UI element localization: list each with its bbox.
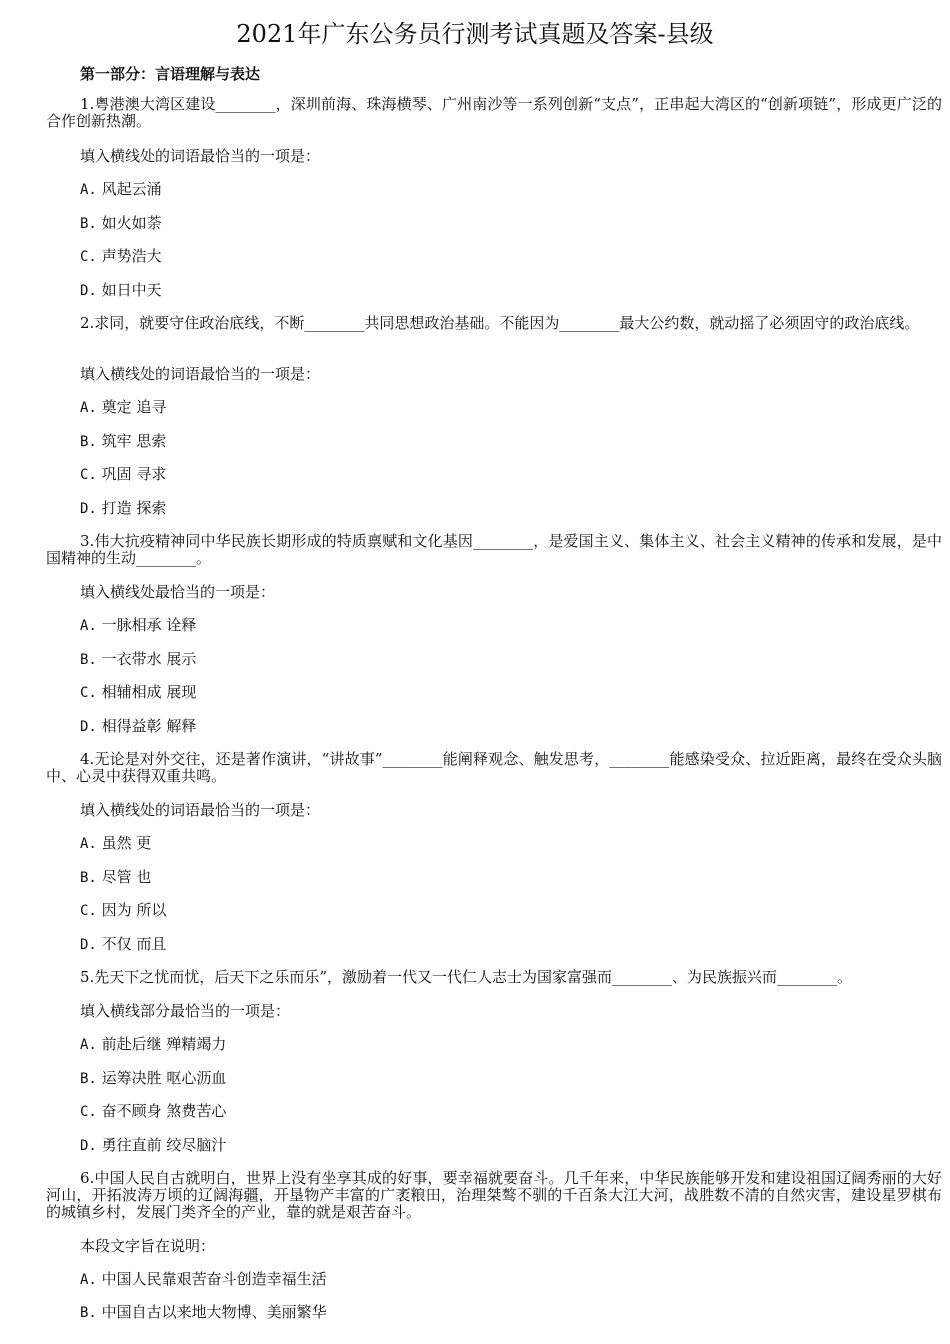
option-text: 奋不顾身 煞费苦心 [101, 1102, 227, 1120]
option-text: 筑牢 思索 [101, 432, 167, 450]
question-5-stem: 5.先天下之忧而忧，后天下之乐而乐”，激励着一代又一代仁人志士为国家富强而________、为民族振兴而________。 [80, 968, 852, 986]
option-letter: D. [80, 283, 97, 299]
option-text: 一衣带水 展示 [101, 650, 197, 668]
question-4-stem: 4.无论是对外交往，还是著作演讲，“讲故事”________能阐释观念、触发思考，________能感染受众、拉近距离，最终在受众头脑中、心灵中获得双重共鸣。 [46, 750, 942, 785]
option-letter: A. [80, 836, 97, 852]
question-3-stem: 3.伟大抗疫精神同中华民族长期形成的特质禀赋和文化基因________，是爱国主义、集体主义、社会主义精神的传承和发展，是中国精神的生动________。 [46, 532, 942, 567]
option-letter: A. [80, 400, 97, 416]
option-text: 虽然 更 [101, 834, 152, 852]
option-text: 一脉相承 诠释 [101, 616, 197, 634]
option-letter: D. [80, 937, 97, 953]
option-text: 运筹决胜 呕心沥血 [101, 1069, 227, 1087]
question-6-option-a[interactable] [80, 1269, 327, 1290]
option-letter: B. [80, 1071, 97, 1087]
option-letter: D. [80, 501, 97, 517]
question-2-option-a[interactable] [80, 397, 166, 418]
option-text: 相得益彰 解释 [101, 717, 197, 735]
option-text: 巩固 寻求 [101, 465, 167, 483]
question-2-option-d[interactable] [80, 498, 166, 519]
option-text: 尽管 也 [101, 868, 152, 886]
question-4-prompt: 填入横线处的词语最恰当的一项是： [80, 801, 321, 819]
question-1-option-d[interactable] [80, 280, 162, 301]
option-letter: B. [80, 652, 97, 668]
option-text: 声势浩大 [101, 247, 162, 265]
question-6-prompt: 本段文字旨在说明： [80, 1237, 216, 1255]
option-text: 如火如荼 [101, 214, 162, 232]
option-text: 如日中天 [101, 281, 162, 299]
option-letter: C. [80, 249, 97, 265]
question-3-option-a[interactable] [80, 615, 196, 636]
option-letter: B. [80, 434, 97, 450]
option-text: 相辅相成 展现 [101, 683, 197, 701]
option-letter: B. [80, 1305, 97, 1321]
option-text: 打造 探索 [101, 499, 167, 517]
option-letter: C. [80, 467, 97, 483]
option-text: 前赴后继 殚精竭力 [101, 1035, 227, 1053]
question-1-prompt: 填入横线处的词语最恰当的一项是： [80, 147, 321, 165]
question-5-option-c[interactable] [80, 1101, 226, 1122]
option-text: 中国人民靠艰苦奋斗创造幸福生活 [101, 1270, 327, 1288]
question-1-option-c[interactable] [80, 246, 162, 267]
option-letter: A. [80, 1272, 97, 1288]
question-4-option-c[interactable] [80, 900, 166, 921]
question-2-option-b[interactable] [80, 431, 166, 452]
question-3-option-c[interactable] [80, 682, 196, 703]
question-4-option-b[interactable] [80, 867, 151, 888]
question-2-option-c[interactable] [80, 464, 166, 485]
option-letter: D. [80, 719, 97, 735]
question-3-prompt: 填入横线处最恰当的一项是： [80, 583, 276, 601]
option-letter: B. [80, 216, 97, 232]
option-text: 中国自古以来地大物博、美丽繁华 [101, 1303, 327, 1321]
option-text: 风起云涌 [101, 180, 162, 198]
question-6-option-b[interactable] [80, 1302, 327, 1323]
question-1-option-b[interactable] [80, 213, 162, 234]
option-letter: C. [80, 903, 97, 919]
question-6-stem: 6.中国人民自古就明白，世界上没有坐享其成的好事，要幸福就要奋斗。几千年来，中华民族能够开发和建设祖国辽阔秀丽的大好河山，开拓波涛万顷的辽阔海疆，开垦物产丰富的广袤粮田，治理桀骜不驯的千百条大江大河，战胜数不清的自然灾害，建设星罗棋布的城镇乡村，发展门类齐全的产业，靠的就是艰苦奋斗。 [46, 1169, 942, 1221]
section-heading: 第一部分：言语理解与表达 [80, 65, 261, 83]
option-letter: D. [80, 1138, 97, 1154]
document-title: 2021年广东公务员行测考试真题及答案-县级 [236, 20, 714, 48]
question-4-option-a[interactable] [80, 833, 151, 854]
question-5-option-d[interactable] [80, 1135, 226, 1156]
option-text: 因为 所以 [101, 901, 167, 919]
option-text: 勇往直前 绞尽脑汁 [101, 1136, 227, 1154]
option-letter: B. [80, 870, 97, 886]
question-4-option-d[interactable] [80, 934, 166, 955]
question-1-stem: 1.粤港澳大湾区建设________，深圳前海、珠海横琴、广州南沙等一系列创新“支点”，正串起大湾区的“创新项链”，形成更广泛的合作创新热潮。 [46, 95, 942, 130]
question-5-prompt: 填入横线部分最恰当的一项是： [80, 1002, 291, 1020]
option-letter: C. [80, 685, 97, 701]
option-text: 不仅 而且 [101, 935, 167, 953]
question-3-option-b[interactable] [80, 649, 196, 670]
option-letter: C. [80, 1104, 97, 1120]
question-3-option-d[interactable] [80, 716, 196, 737]
question-2-stem: 2.求同，就要守住政治底线，不断________共同思想政治基础。不能因为________最大公约数，就动摇了必须固守的政治底线。 [80, 314, 920, 332]
option-letter: A. [80, 182, 97, 198]
option-letter: A. [80, 618, 97, 634]
option-letter: A. [80, 1037, 97, 1053]
question-1-option-a[interactable] [80, 179, 162, 200]
question-5-option-b[interactable] [80, 1068, 226, 1089]
question-5-option-a[interactable] [80, 1034, 226, 1055]
question-2-prompt: 填入横线处的词语最恰当的一项是： [80, 365, 321, 383]
option-text: 奠定 追寻 [101, 398, 167, 416]
